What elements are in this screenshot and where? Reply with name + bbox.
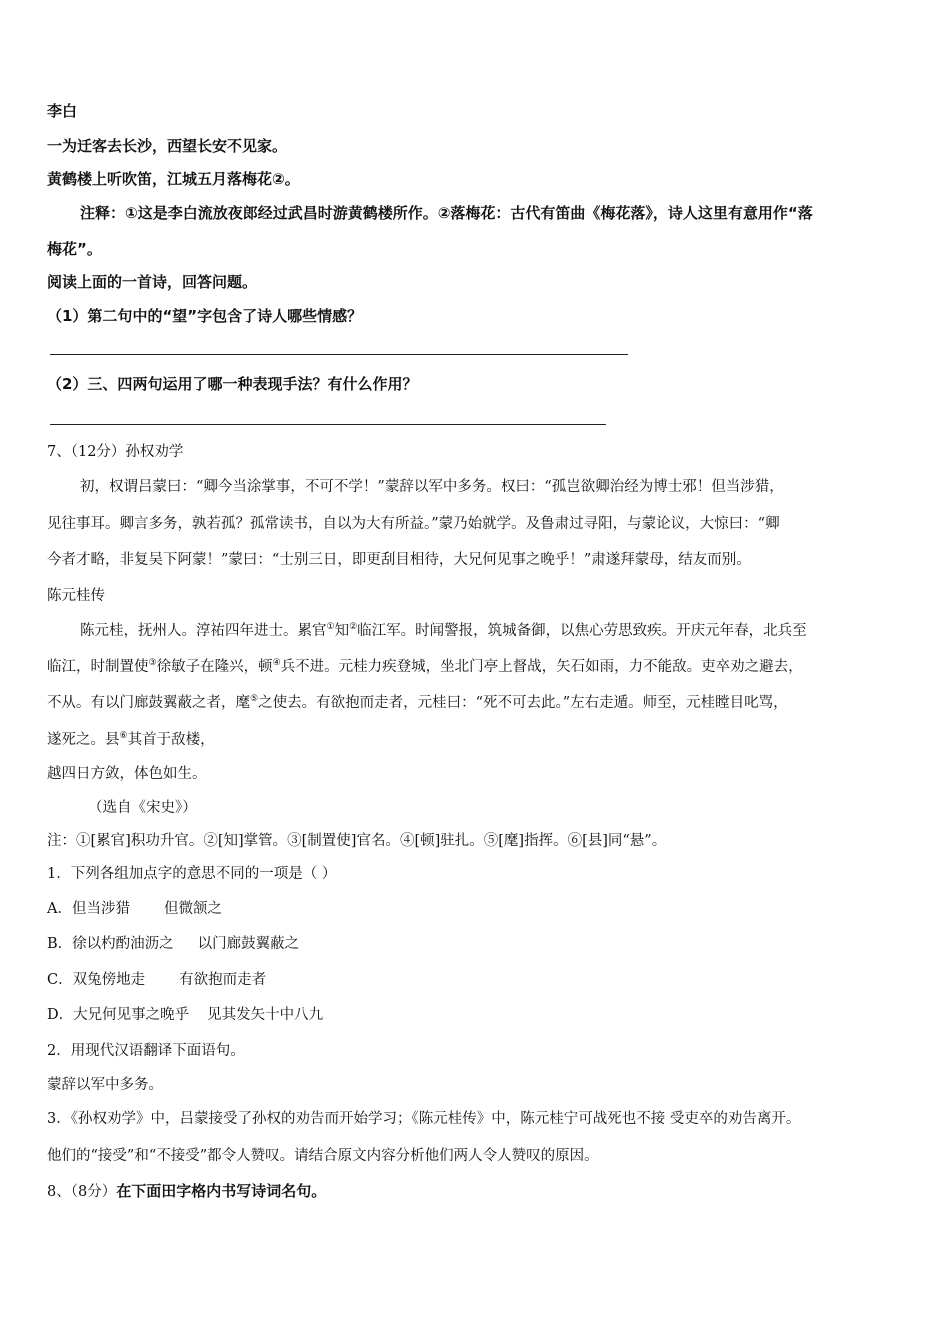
option-a[interactable]: A．但当涉猎 但微颔之 (47, 901, 222, 917)
question-1: （1）第二句中的“望”字包含了诗人哪些情感？ (47, 307, 363, 325)
answer-line-1[interactable] (50, 354, 628, 355)
q8-header: 8、（8分）在下面田字格内书写诗词名句。 (47, 1182, 327, 1200)
subquestion-3-line-2: 他们的“接受”和“不接受”都令人赞叹。请结合原文内容分析他们两人令人赞叹的原因。 (47, 1148, 599, 1164)
reading-prompt: 阅读上面的一首诗，回答问题。 (47, 273, 258, 291)
sunquan-paragraph-line-2: 见往事耳。卿言多务，孰若孤？孤常读书，自以为大有所益。”蒙乃始就学。及鲁肃过寻阳，与蒙论议，大惊曰：“卿 (47, 516, 780, 532)
annotation-notes: 注：①[累官]积功升官。②[知]掌管。③[制置使]官名。④[顿]驻扎。⑤[麾]指挥。⑥[县]同“悬”。 (47, 833, 667, 849)
chenyuangui-line-3: 不从。有以门廊鼓翼蔽之者，麾⑤之使去。有欲抱而走者，元桂曰：“死不可去此。”左右走遁。师至，元桂瞠目叱骂， (47, 694, 788, 711)
chenyuangui-line-5: 越四日方敛，体色如生。 (47, 766, 207, 782)
chenyuangui-title: 陈元桂传 (47, 588, 105, 604)
question-2: （2）三、四两句运用了哪一种表现手法？有什么作用？ (47, 375, 418, 393)
q7-header: 7、（12分）孙权劝学 (47, 444, 184, 460)
sunquan-paragraph-line-1: 初，权谓吕蒙曰：“卿今当涂掌事，不可不学！”蒙辞以军中多务。权曰：“孤岂欲卿治经为博士邪！但当涉猎， (80, 479, 784, 495)
answer-line-2[interactable] (50, 424, 606, 425)
subquestion-2-text: 蒙辞以军中多务。 (47, 1077, 163, 1093)
chenyuangui-line-1: 陈元桂，抚州人。淳祐四年进士。累官①知②临江军。时闻警报，筑城备御，以焦心劳思致疾。开庆元年春，北兵至 (80, 622, 807, 639)
poem-line-1: 一为迁客去长沙，西望长安不见家。 (47, 137, 288, 155)
subquestion-3-line-1: 3．《孙权劝学》中，吕蒙接受了孙权的劝告而开始学习；《陈元桂传》中，陈元桂宁可战死也不接 受吏卒的劝告离开。 (47, 1111, 801, 1127)
subquestion-2: 2．用现代汉语翻译下面语句。 (47, 1043, 245, 1059)
option-c[interactable]: C．双兔傍地走 有欲抱而走者 (47, 972, 267, 988)
chenyuangui-line-4: 遂死之。县⑥其首于敌楼， (47, 731, 215, 748)
poem-line-2: 黄鹤楼上听吹笛，江城五月落梅花②。 (47, 170, 300, 188)
poem-note-line-1: 注释：①这是李白流放夜郎经过武昌时游黄鹤楼所作。②落梅花：古代有笛曲《梅花落》，诗人这里有意用作“落 (80, 204, 813, 222)
poem-note-line-2: 梅花”。 (47, 240, 102, 258)
option-d[interactable]: D．大兄何见事之晚乎 见其发矢十中八九 (47, 1007, 324, 1023)
subquestion-1: 1．下列各组加点字的意思不同的一项是（ ） (47, 866, 337, 882)
chenyuangui-line-2: 临江，时制置使③徐敏子在隆兴，顿④兵不进。元桂力疾登城，坐北门亭上督战，矢石如雨，力不能敌。吏卒劝之避去， (47, 658, 803, 675)
option-b[interactable]: B．徐以杓酌油沥之 以门廊鼓翼蔽之 (47, 936, 300, 952)
poem-author: 李白 (47, 102, 78, 120)
source-citation: （选自《宋史》） (88, 800, 197, 816)
sunquan-paragraph-line-3: 今者才略，非复吴下阿蒙！”蒙曰：“士别三日，即更刮目相待，大兄何见事之晚乎！”肃遂拜蒙母，结友而别。 (47, 552, 751, 568)
